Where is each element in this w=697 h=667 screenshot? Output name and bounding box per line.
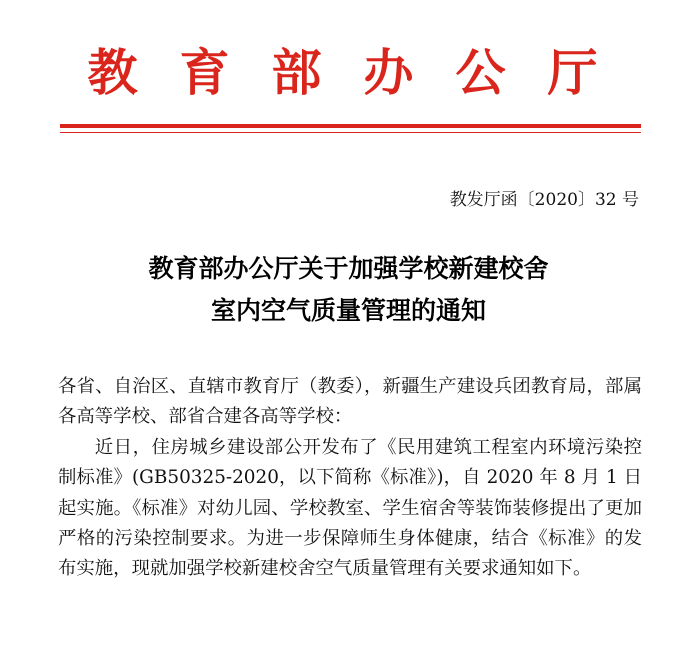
document-body	[58, 372, 642, 585]
letterhead-rule-thick	[60, 124, 641, 128]
letterhead-title: 教育部办公厅	[87, 43, 640, 102]
document-number: 教发厅函〔2020〕32 号	[449, 190, 639, 210]
document-title-line2: 室内空气质量管理的通知	[210, 296, 486, 325]
document-title-line1: 教育部办公厅关于加强学校新建校舍	[148, 254, 549, 283]
document-title	[0, 248, 697, 332]
paragraph-1: 近日，住房城乡建设部公开发布了《民用建筑工程室内环境污染控制标准》(GB50325-2020，以下简称《标准》)，自 2020 年 8 月 1 日起实施。《标准》对幼儿园、学校教室、学生宿舍等装饰装修提出了更加严格的污染控制要求。为进一步保障师生身体健康，结合《标准》的发布实施，现就加强学校新建校舍空气质量管理有关要求通知如下。	[58, 436, 642, 580]
letterhead-rule-thin	[60, 132, 641, 133]
recipients: 各省、自治区、直辖市教育厅（教委），新疆生产建设兵团教育局，部属各高等学校、部省合建各高等学校：	[58, 376, 642, 428]
